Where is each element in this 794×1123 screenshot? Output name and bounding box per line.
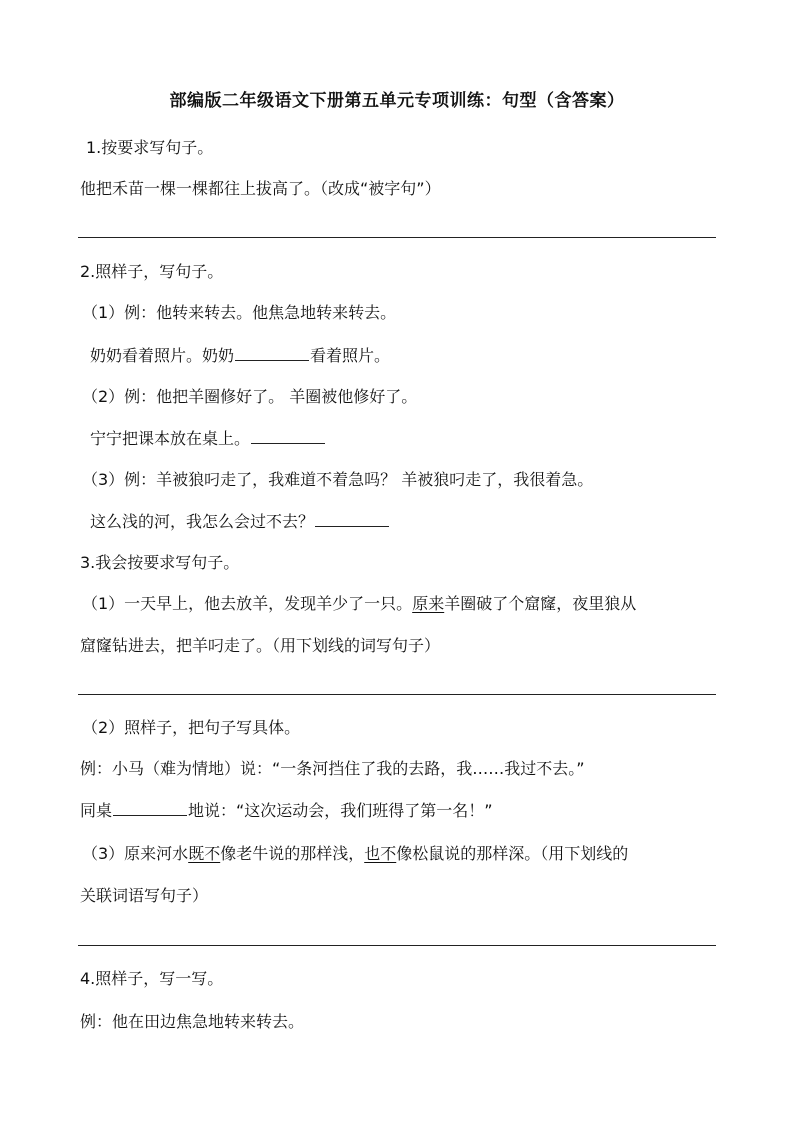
q3-item2-blank[interactable]: [113, 801, 187, 816]
q2-heading: 2.照样子，写句子。: [80, 262, 224, 281]
q3-item3-underlined-2: 也不: [364, 844, 397, 863]
q1-answer-line[interactable]: [78, 237, 716, 238]
q3-heading: 3.我会按要求写句子。: [80, 553, 240, 572]
q3-item3-line2: 关联词语写句子）: [80, 886, 209, 905]
q3-item3-text-a: （3）原来河水: [82, 844, 189, 863]
q3-item1-answer-line[interactable]: [78, 694, 716, 695]
q3-item1-underlined-word: 原来: [412, 594, 445, 613]
q3-item2-task: [80, 799, 493, 823]
q3-item3-text-b: 像老牛说的那样浅，: [220, 844, 365, 863]
q3-item1-text-b: 羊圈破了个窟窿，夜里狼从: [444, 594, 637, 613]
q3-item2-task-b: 地说：“这次运动会，我们班得了第一名！”: [188, 801, 493, 820]
q3-item2-task-a: 同桌: [80, 801, 113, 820]
q2-item3-task-text: 这么浅的河，我怎么会过不去？: [90, 512, 315, 531]
q3-item1-line1: [82, 592, 636, 616]
q3-item2-heading: （2）照样子，把句子写具体。: [82, 718, 301, 737]
q4-heading: 4.照样子，写一写。: [80, 969, 224, 988]
q2-item1-blank[interactable]: [235, 346, 309, 361]
q2-item3-blank[interactable]: [315, 512, 389, 527]
q4-example: 例：他在田边焦急地转来转去。: [80, 1012, 305, 1031]
q3-item3-underlined-1: 既不: [188, 844, 221, 863]
q2-item1-task-a: 奶奶看着照片。奶奶: [90, 346, 235, 365]
q3-item3-line1: [82, 842, 628, 866]
q3-item3-answer-line[interactable]: [78, 945, 716, 946]
q3-item2-example: 例：小马（难为情地）说：“一条河挡住了我的去路，我……我过不去。”: [80, 759, 585, 778]
q2-item1-example: （1）例：他转来转去。他焦急地转来转去。: [82, 303, 397, 322]
q2-item1-task-b: 看着照片。: [310, 346, 391, 365]
q3-item1-line2: 窟窿钻进去，把羊叼走了。（用下划线的词写句子）: [80, 636, 441, 655]
q2-item1-task: [90, 344, 390, 368]
q2-item2-blank[interactable]: [251, 429, 325, 444]
q1-heading: 1.按要求写句子。: [86, 138, 214, 157]
q3-item3-text-c: 像松鼠说的那样深。（用下划线的: [396, 844, 629, 863]
q1-prompt: 他把禾苗一棵一棵都往上拔高了。（改成“被字句”）: [80, 179, 441, 198]
q2-item3-task: [90, 510, 390, 534]
page-title: 部编版二年级语文下册第五单元专项训练：句型（含答案）: [169, 91, 625, 111]
q2-item3-example: （3）例：羊被狼叼走了，我难道不着急吗？ 羊被狼叼走了，我很着急。: [82, 470, 594, 489]
q2-item2-example: （2）例：他把羊圈修好了。 羊圈被他修好了。: [82, 387, 418, 406]
q3-item1-text-a: （1）一天早上，他去放羊，发现羊少了一只。: [82, 594, 413, 613]
q2-item2-task: [90, 427, 326, 451]
q2-item2-task-text: 宁宁把课本放在桌上。: [90, 429, 251, 448]
